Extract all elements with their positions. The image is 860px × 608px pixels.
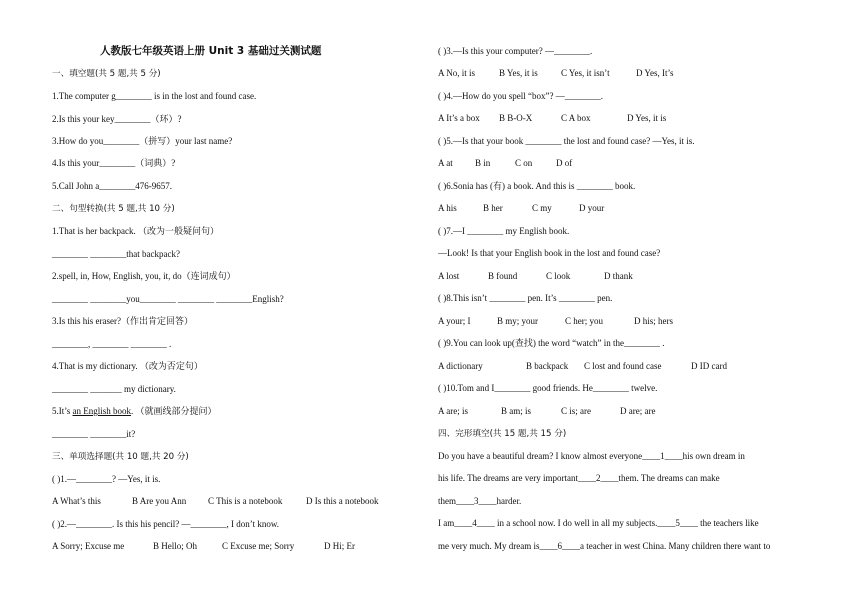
options-line: A his B her C my D your xyxy=(438,203,605,213)
question-line: ( )6.Sonia has (有) a book. And this is ________ book. xyxy=(438,181,636,191)
answer-line: ________ _______ my dictionary. xyxy=(52,384,176,394)
passage-line: I am____4____ in a school now. I do well in all my subjects.____5____ the teachers like xyxy=(438,518,759,528)
question-line: —Look! Is that your English book in the lost and found case? xyxy=(438,248,661,258)
answer-line: ________ ________it? xyxy=(52,429,136,439)
question-line: 4.That is my dictionary. （改为否定句） xyxy=(52,361,203,371)
options-line: A at B in C on D of xyxy=(438,158,573,168)
options-line: A Sorry; Excuse me B Hello; Oh C Excuse me; Sorry D Hi; Er xyxy=(52,541,355,551)
answer-line: ________ ________you________ ________ ________English? xyxy=(52,294,284,304)
passage-line: his life. The dreams are very important____2____them. The dreams can make xyxy=(438,473,720,483)
answer-line: ________, ________ ________ . xyxy=(52,339,172,349)
question-line: 1.That is her backpack. （改为一般疑问句） xyxy=(52,226,219,236)
question-line: 3.How do you________（拼写）your last name? xyxy=(52,136,233,146)
question-line: ( )9.You can look up(查找) the word “watch” in the________ . xyxy=(438,338,665,348)
answer-line: ________ ________that backpack? xyxy=(52,249,180,259)
question-line: ( )7.—I ________ my English book. xyxy=(438,226,570,236)
question-line: ( )2.—________. Is this his pencil? —________, I don’t know. xyxy=(52,519,279,529)
question-line: 4.Is this your________（词典）? xyxy=(52,158,176,168)
section-heading-transform: 二、句型转换(共 5 题,共 10 分) xyxy=(52,204,175,214)
passage-line: them____3____harder. xyxy=(438,496,522,506)
passage-line: Do you have a beautiful dream? I know almost everyone____1____his own dream in xyxy=(438,451,745,461)
question-line: ( )10.Tom and I________ good friends. He________ twelve. xyxy=(438,383,658,393)
question-line: 1.The computer g________ is in the lost and found case. xyxy=(52,91,257,101)
section-heading-multiple-choice: 三、单项选择题(共 10 题,共 20 分) xyxy=(52,452,189,462)
options-line: A your; I B my; your C her; you D his; hers xyxy=(438,316,673,326)
page-title: 人教版七年级英语上册 Unit 3 基础过关测试题 xyxy=(100,45,322,57)
options-line: A What’s this B Are you Ann C This is a notebook D Is this a notebook xyxy=(52,496,379,506)
question-line: 2.spell, in, How, English, you, it, do（连词成句） xyxy=(52,271,236,281)
question-line: ( )3.—Is this your computer? —________. xyxy=(438,46,593,56)
question-line: 3.Is this his eraser?（作出肯定回答） xyxy=(52,316,193,326)
options-line: A It’s a box B B-O-X C A box D Yes, it is xyxy=(438,113,667,123)
question-line: ( )4.—How do you spell “box”? —________. xyxy=(438,91,603,101)
options-line: A are; is B am; is C is; are D are; are xyxy=(438,406,656,416)
question-line: 5.Call John a________476-9657. xyxy=(52,181,172,191)
section-heading-cloze: 四、完形填空(共 15 题,共 15 分) xyxy=(438,429,567,439)
question-line: ( )8.This isn’t ________ pen. It’s ________ pen. xyxy=(438,293,613,303)
options-line: A dictionary B backpack C lost and found case D ID card xyxy=(438,361,727,371)
question-line: ( )1.—________? —Yes, it is. xyxy=(52,474,161,484)
question-line: 2.Is this your key________（环）? xyxy=(52,114,182,124)
passage-line: me very much. My dream is____6____a teacher in west China. Many children there want to xyxy=(438,541,771,551)
options-line: A lost B found C look D thank xyxy=(438,271,633,281)
underlined-phrase: an English book xyxy=(72,406,132,416)
section-heading-fill-blank: 一、填空题(共 5 题,共 5 分) xyxy=(52,69,161,79)
options-line: A No, it is B Yes, it is C Yes, it isn’t D Yes, It’s xyxy=(438,68,674,78)
question-line: ( )5.—Is that your book ________ the lost and found case? —Yes, it is. xyxy=(438,136,695,146)
question-line: 5.It’s an English book. （就画线部分提问） xyxy=(52,406,217,416)
